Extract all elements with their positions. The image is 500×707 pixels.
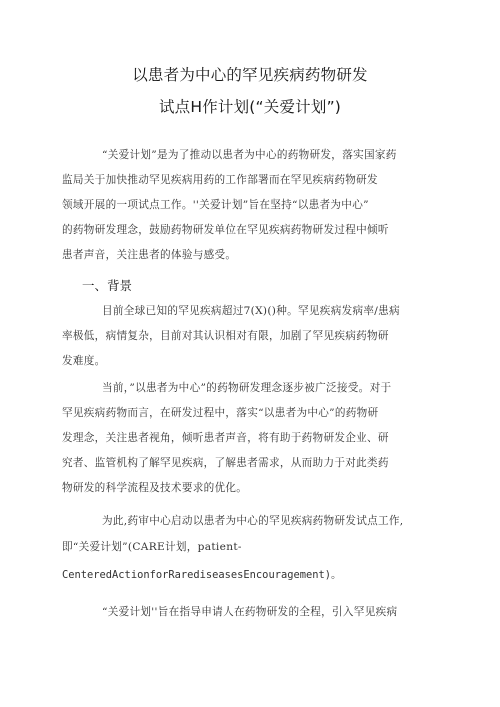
intro-line: 的药物研发理念，鼓励药物研发单位在罕见疾病药物研发过程中倾听 bbox=[62, 224, 389, 236]
paragraph-line: 究者、监管机构了解罕见疾病，了解患者需求，从而助力于对此类药 bbox=[62, 457, 389, 469]
paragraph-line: 物研发的科学流程及技术要求的优化。 bbox=[62, 482, 248, 494]
paragraph-line: 发理念，关注患者视角，倾听患者声音，将有助于药物研发企业、研 bbox=[62, 432, 389, 444]
paragraph-line: 当前，”以患者为中心”的药物研发理念逐步被广泛接受。对于 bbox=[102, 382, 392, 394]
paragraph-line: “关爱计划''旨在指导申请人在药物研发的全程，引入罕见疾病 bbox=[102, 606, 398, 618]
section-heading-background: 一、背景 bbox=[82, 278, 133, 293]
paragraph-line: 发难度。 bbox=[62, 355, 106, 367]
intro-line: 患者声音，关注患者的体验与感受。 bbox=[62, 249, 237, 261]
paragraph-line: 罕见疾病药物而言，在研发过程中，落实“以患者为中心”的药物研 bbox=[62, 407, 379, 419]
paragraph-line: 目前全球已知的罕见疾病超过7(X)()种。罕见疾病发病率/患病 bbox=[102, 305, 400, 317]
paragraph-line: 即“关爱计划”(CARE计划，patient- bbox=[62, 541, 242, 553]
paragraph-line-english: CenteredActionforRarediseasesEncouragement)。 bbox=[62, 569, 342, 581]
paragraph-line: 为此,药审中心启动以患者为中心的罕见疾病药物研发试点工作, bbox=[102, 515, 404, 527]
intro-line: 监局关于加快推动罕见疾病用药的工作部署而在罕见疾病药物研发 bbox=[62, 174, 378, 186]
intro-line: 领域开展的一项试点工作。''关爱计划”旨在坚持“以患者为中心” bbox=[62, 199, 369, 211]
document-title-line1: 以患者为中心的罕见疾病药物研发 bbox=[132, 66, 368, 84]
intro-line: “关爱计划”是为了推动以患者为中心的药物研发，落实国家药 bbox=[102, 149, 397, 161]
document-title-line2: 试点H作计划(“关爱计划”) bbox=[158, 98, 342, 116]
paragraph-line: 率极低，病情复杂，目前对其认识相对有限，加剧了罕见疾病药物研 bbox=[62, 330, 389, 342]
